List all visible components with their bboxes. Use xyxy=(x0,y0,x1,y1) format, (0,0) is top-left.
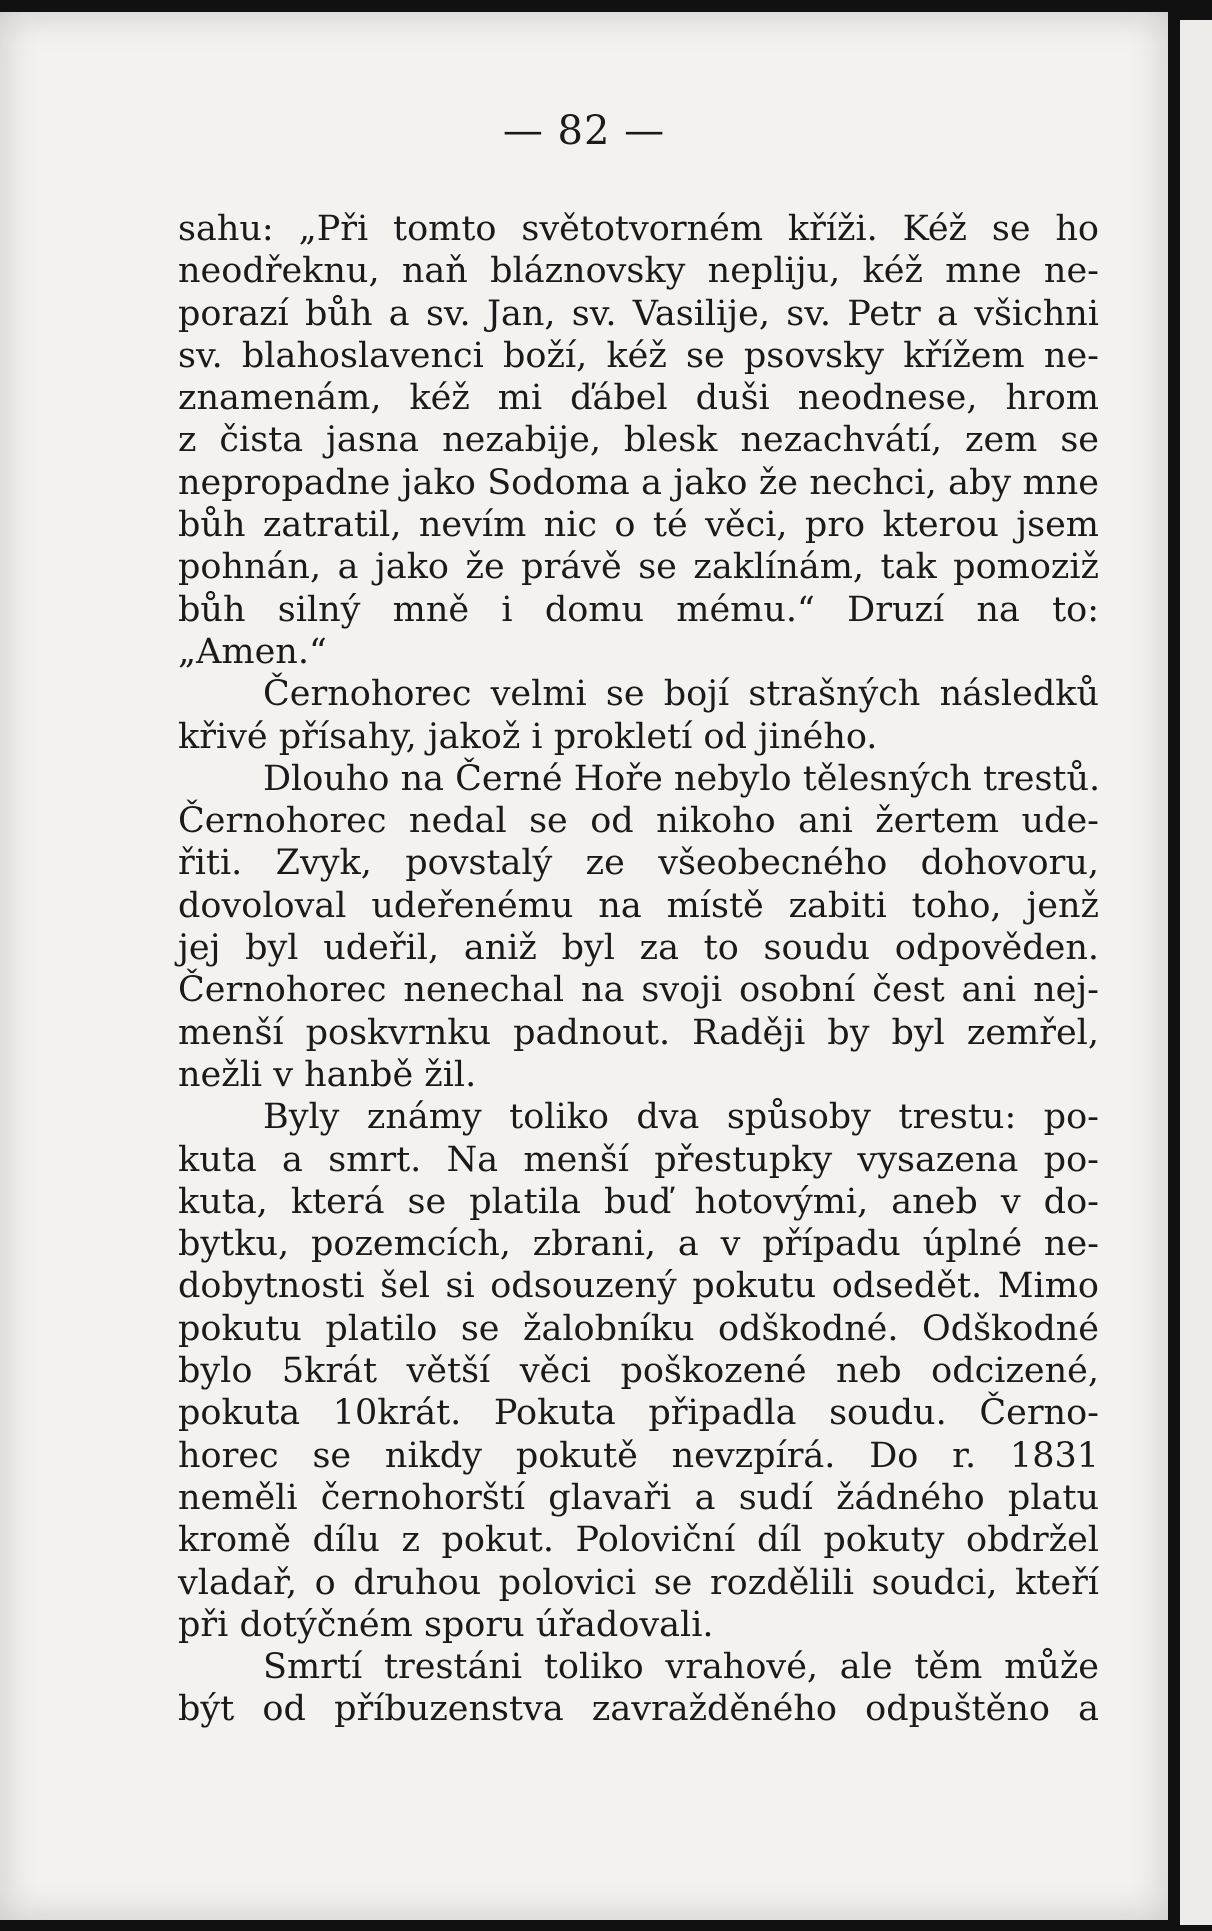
text-line: neodřeknu, naň bláznovsky nepliju, kéž mne ne- xyxy=(178,251,1099,292)
text-line: pokuta 10krát. Pokuta připadla soudu. Černo- xyxy=(178,1393,1099,1434)
text-line: sahu: „Při tomto světotvorném kříži. Kéž se ho xyxy=(178,209,1099,249)
text-line: Černohorec nenechal na svoji osobní čest ani nej- xyxy=(178,970,1099,1011)
page-number: — 82 — xyxy=(502,108,666,154)
text-line: kuta, která se platila buď hotovými, aneb v do- xyxy=(178,1181,1099,1222)
text-line: Smrtí trestáni toliko vrahové, ale těm může xyxy=(263,1647,1099,1688)
text-line: Dlouho na Černé Hoře nebylo tělesných trestů. xyxy=(263,758,1101,799)
text-line: pohnán, a jako že právě se zaklínám, tak pomoziž xyxy=(178,547,1099,588)
text-line: dobytnosti šel si odsouzený pokutu odsedět. Mimo xyxy=(178,1266,1099,1307)
text-line: dovoloval udeřenému na místě zabiti toho, jenž xyxy=(178,885,1099,926)
text-line: kuta a smrt. Na menší přestupky vysazena po- xyxy=(178,1139,1099,1180)
adjacent-page-edge xyxy=(1180,20,1212,1925)
text-line: být od příbuzenstva zavražděného odpuštěno a xyxy=(178,1689,1099,1730)
text-line: menší poskvrnku padnout. Raději by byl zemřel, xyxy=(178,1012,1099,1053)
text-line: křivé přísahy, jakož i prokletí od jiného. xyxy=(178,716,878,757)
text-line: horec se nikdy pokutě nevzpírá. Do r. 1831 xyxy=(178,1435,1099,1476)
text-line: neměli černohorští glavaři a sudí žádného platu xyxy=(178,1477,1099,1518)
text-line: vladař, o druhou polovici se rozdělili soudci, kteří xyxy=(178,1562,1099,1603)
text-line: „Amen.“ xyxy=(178,631,327,672)
text-line: jej byl udeřil, aniž byl za to soudu odpověden. xyxy=(178,928,1099,969)
text-line: Byly známy toliko dva spůsoby trestu: po- xyxy=(263,1097,1099,1138)
text-line: Černohorec velmi se bojí strašných následků xyxy=(263,674,1099,715)
text-line: Černohorec nedal se od nikoho ani žertem ude- xyxy=(178,801,1099,842)
text-line: pokutu platilo se žalobníku odškodné. Odškodné xyxy=(178,1308,1099,1349)
text-line: řiti. Zvyk, povstalý ze všeobecného dohovoru, xyxy=(178,843,1099,884)
text-line: bůh silný mně i domu mému.“ Druzí na to: xyxy=(178,589,1099,630)
text-line: nežli v hanbě žil. xyxy=(178,1054,477,1095)
text-line: z čista jasna nezabije, blesk nezachvátí, zem se xyxy=(178,420,1099,461)
text-line: kromě dílu z pokut. Poloviční díl pokuty obdržel xyxy=(178,1520,1099,1561)
text-line: nepropadne jako Sodoma a jako že nechci, aby mne xyxy=(178,462,1099,503)
text-line: bůh zatratil, nevím nic o té věci, pro kterou jsem xyxy=(178,505,1099,546)
text-line: sv. blahoslavenci boží, kéž se psovsky křížem ne- xyxy=(178,335,1099,376)
text-line: při dotýčném sporu úřadovali. xyxy=(178,1604,714,1645)
text-line: bylo 5krát větší věci poškozené neb odcizené, xyxy=(178,1351,1099,1392)
text-line: bytku, pozemcích, zbrani, a v případu úplné ne- xyxy=(178,1224,1099,1265)
body-text xyxy=(178,208,1099,1731)
text-line: znamenám, kéž mi ďábel duši neodnese, hrom xyxy=(178,378,1099,419)
text-line: porazí bůh a sv. Jan, sv. Vasilije, sv. Petr a všichni xyxy=(178,293,1099,334)
